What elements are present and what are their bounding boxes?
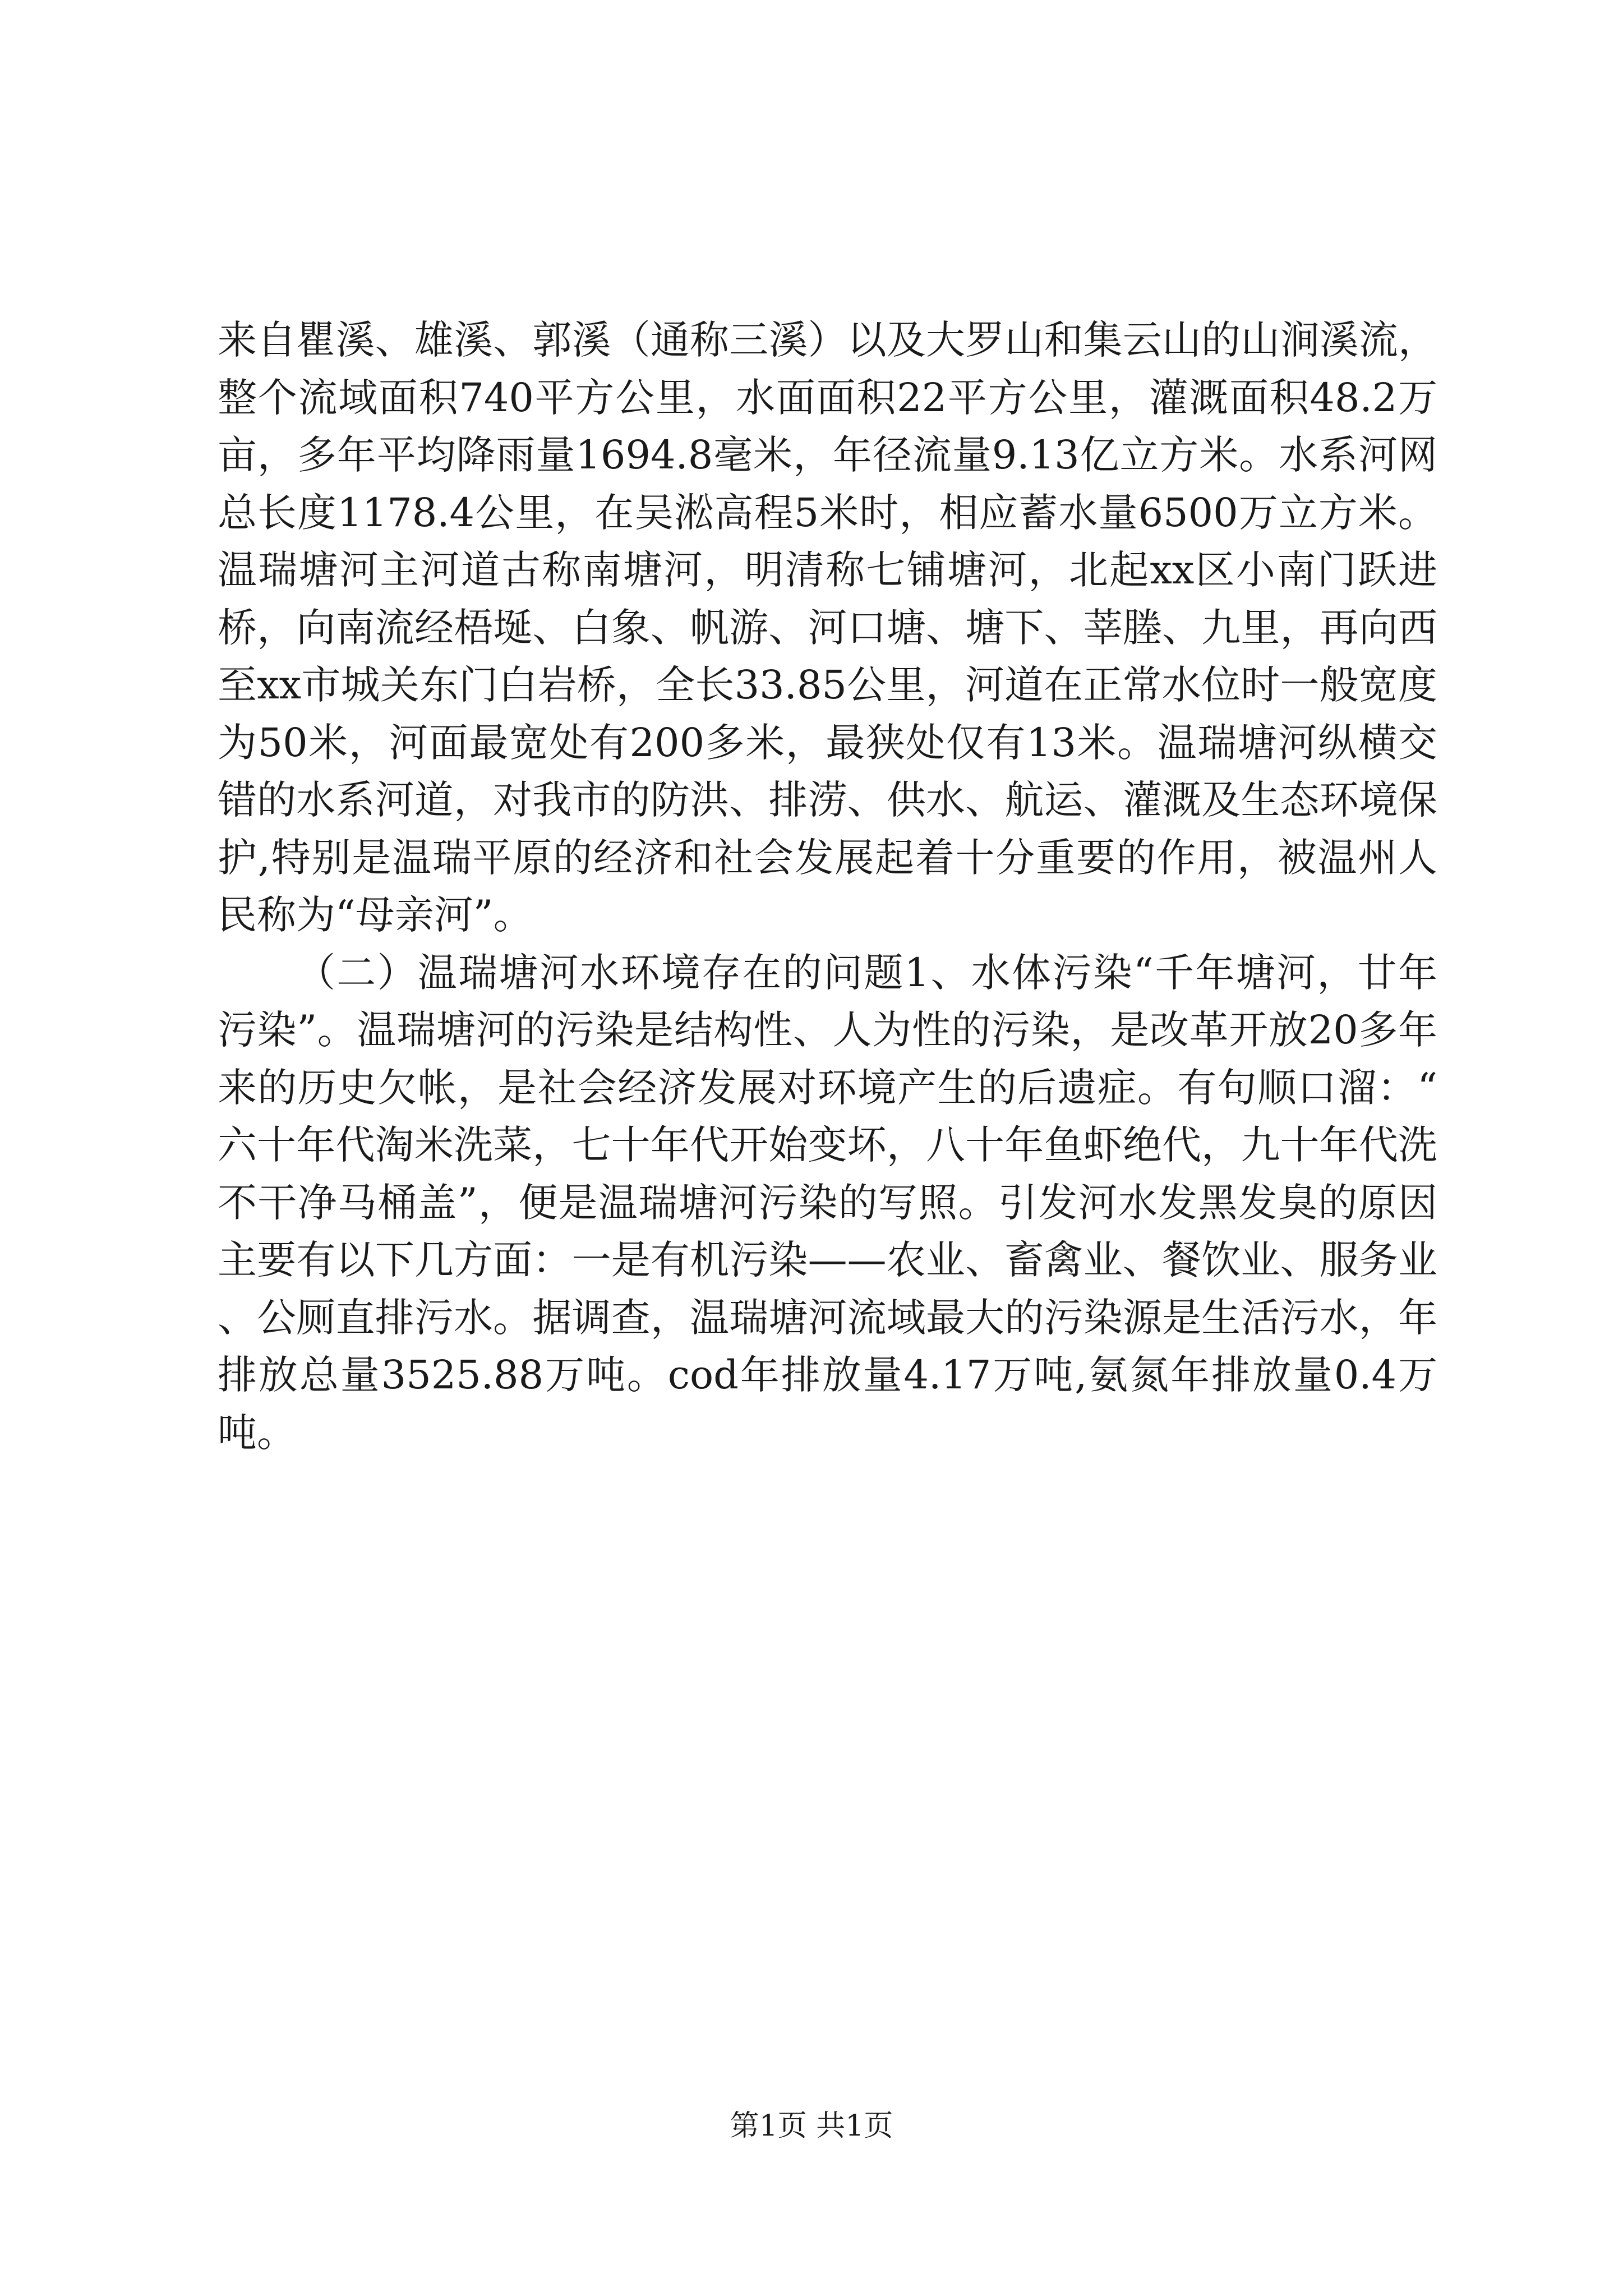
paragraph-1: 来自瞿溪、雄溪、郭溪（通称三溪）以及大罗山和集云山的山涧溪流，整个流域面积740平方公里，水面面积22平方公里，灌溉面积48.2万亩，多年平均降雨量1694.8毫米，年径流量9.13亿立方米。水系河网总长度1178.4公里，在吴淞高程5米时，相应蓄水量6500万立方米。温瑞塘河主河道古称南塘河，明清称七铺塘河，北起xx区小南门跃进桥，向南流经梧埏、白象、帆游、河口塘、塘下、莘塍、九里，再向西至xx市城关东门白岩桥，全长33.85公里，河道在正常水位时一般宽度为50米，河面最宽处有200多米，最狭处仅有13米。温瑞塘河纵横交错的水系河道，对我市的防洪、排涝、供水、航运、灌溉及生态环境保护,特别是温瑞平原的经济和社会发展起着十分重要的作用，被温州人民称为“母亲河”。 bbox=[218, 317, 1438, 938]
document-body bbox=[218, 311, 1437, 1461]
paragraph-2: （二）温瑞塘河水环境存在的问题1、水体污染“千年塘河，廿年污染”。温瑞塘河的污染是结构性、人为性的污染，是改革开放20多年来的历史欠帐，是社会经济发展对环境产生的后遗症。有句顺口溜：“六十年代淘米洗菜，七十年代开始变坏，八十年鱼虾绝代，九十年代洗不干净马桶盖”，便是温瑞塘河污染的写照。引发河水发黑发臭的原因主要有以下几方面：一是有机污染——农业、畜禽业、餐饮业、服务业、公厕直排污水。据调查，温瑞塘河流域最大的污染源是生活污水，年排放总量3525.88万吨。cod年排放量4.17万吨,氨氮年排放量0.4万吨。 bbox=[218, 949, 1437, 1456]
page-footer: 第1页 共1页 bbox=[730, 2109, 893, 2143]
